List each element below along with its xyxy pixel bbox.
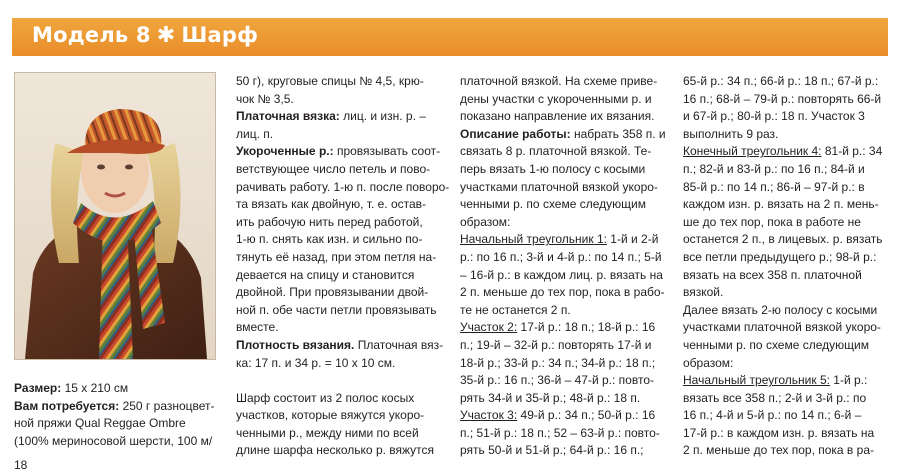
- text-line: 18-й р.; 33-й р.: 34 п.; 34-й р.: 18 п.;: [460, 355, 656, 370]
- text-line: участками платочной вязкой укоро-: [460, 179, 658, 194]
- text-line: 16 п.; 68-й – 79-й р.: повторять 66-й: [683, 91, 882, 106]
- text-line: 81-й р.: 34: [824, 144, 883, 159]
- materials-line: ной пряжи Qual Reggae Ombre: [14, 416, 186, 431]
- text-column-2: [460, 73, 665, 460]
- text-line: – 16-й р.: в каждом лиц. р. вязать на: [460, 267, 663, 282]
- page-number: 18: [14, 458, 28, 472]
- text-line: 65-й р.: 34 п.; 66-й р.: 18 п.; 67-й р.:: [683, 74, 879, 88]
- text-line: рачивать работу. 1-ю п. после поворо-: [236, 179, 450, 194]
- title-banner: [12, 18, 888, 56]
- text-line: 85-й р.: по 14 п.; 86-й – 97-й р.: в: [683, 179, 865, 194]
- materials-label: Вам потребуется:: [14, 398, 120, 413]
- section-label: Платочная вязка:: [236, 109, 340, 124]
- model-label: Модель 8: [32, 23, 151, 47]
- text-line: п.; 51-й р.: 18 п.; 52 – 63-й р.: повто-: [460, 425, 660, 440]
- text-line: платочной вязкой. На схеме приве-: [460, 74, 658, 88]
- text-line: связать 8 р. платочной вязкой. Те-: [460, 144, 652, 159]
- text-line: Далее вязать 2-ю полосу с косыми: [683, 302, 878, 317]
- text-line: останется 2 п., в лицевых. р. вязать: [683, 232, 883, 247]
- text-line: 16 п.; 4-й и 5-й р.: по 14 п.; 6-й –: [683, 408, 862, 423]
- section-label: Начальный треугольник 1:: [460, 232, 607, 247]
- text-line: 35-й р.: 16 п.; 36-й – 47-й р.: повто-: [460, 373, 654, 388]
- text-line: 1-й р.:: [833, 373, 868, 388]
- text-line: провязывать соот-: [336, 144, 441, 159]
- text-line: лиц. и изн. р. –: [343, 109, 426, 124]
- section-label: Участок 2:: [460, 320, 518, 335]
- text-line: 1-ю п. снять как изн. и сильно по-: [236, 232, 423, 247]
- materials-block: [14, 380, 224, 450]
- materials-line: (100% мериносовой шерсти, 100 м/: [14, 433, 213, 448]
- text-line: те не останется 2 п.: [460, 302, 571, 317]
- text-line: чок № 3,5.: [236, 91, 294, 106]
- text-line: ка: 17 п. и 34 р. = 10 х 10 см.: [236, 355, 396, 370]
- section-label: Участок 3:: [460, 408, 518, 423]
- item-title: Шарф: [181, 23, 259, 47]
- text-line: двойной. При провязывании двой-: [236, 285, 429, 300]
- text-line: 17-й р.: 18 п.; 18-й р.: 16: [520, 320, 656, 335]
- text-line: вместе.: [236, 320, 279, 335]
- text-line: образом:: [460, 214, 511, 229]
- text-line: перь вязать 1-ю полосу с косыми: [460, 161, 646, 176]
- section-label: Конечный треугольник 4:: [683, 144, 822, 159]
- section-label: Плотность вязания.: [236, 337, 355, 352]
- text-line: рять 34-й и 35-й р.; 48-й р.: 18 п.: [460, 390, 641, 405]
- text-line: 2 п. меньше до тех пор, пока в рабо-: [460, 285, 665, 300]
- text-line: девается на спицу и становится: [236, 267, 415, 282]
- text-line: участками платочной вязкой укоро-: [683, 320, 881, 335]
- text-line: дены участки с укороченными р. и: [460, 91, 652, 106]
- text-line: п.; 82-й и 83-й р.: по 16 п.; 84-й и: [683, 161, 865, 176]
- text-line: ной п. обе части петли провязывать: [236, 302, 437, 317]
- text-line: ченными р., между ними по всей: [236, 425, 419, 440]
- model-photo: [14, 72, 216, 360]
- section-label: Начальный треугольник 5:: [683, 373, 830, 388]
- asterisk-icon: ✱: [156, 23, 176, 48]
- size-label: Размер:: [14, 381, 62, 395]
- text-line: ветствующее число петель и пово-: [236, 161, 431, 176]
- text-line: п.; 19-й – 32-й р.: повторять 17-й и: [460, 337, 652, 352]
- text-line: выполнить 9 раз.: [683, 126, 779, 141]
- text-line: Шарф состоит из 2 полос косых: [236, 390, 415, 405]
- text-line: ить рабочую нить перед работой,: [236, 214, 423, 229]
- text-line: длине шарфа несколько р. вяжутся: [236, 443, 435, 458]
- text-line: все петли предыдущего р.; 98-й р.:: [683, 249, 877, 264]
- text-line: р.: по 16 п.; 3-й и 4-й р.: по 14 п.; 5-й: [460, 249, 662, 264]
- text-line: вязать на всех 358 п. платочной: [683, 267, 862, 282]
- text-line: и 67-й р.; 80-й р.: 18 п. Участок 3: [683, 109, 865, 124]
- text-line: набрать 358 п. и: [574, 126, 666, 141]
- text-column-1: [236, 73, 450, 460]
- text-line: Платочная вяз-: [357, 337, 444, 352]
- text-line: 17-й р.: в каждом изн. р. вязать на: [683, 425, 875, 440]
- text-line: образом:: [683, 355, 734, 370]
- section-label: Укороченные р.:: [236, 144, 334, 159]
- text-line: участков, которые вяжутся укоро-: [236, 408, 425, 423]
- text-line: ченными р. по схеме следующим: [460, 197, 646, 212]
- materials-line: 250 г разноцвет-: [122, 398, 215, 413]
- size-value: 15 х 210 см: [64, 381, 129, 395]
- text-line: та вязать как двойную, т. е. остав-: [236, 197, 427, 212]
- text-line: лиц. п.: [236, 126, 274, 141]
- text-line: 49-й р.: 34 п.; 50-й р.: 16: [520, 408, 656, 423]
- text-line: вязать все 358 п.; 2-й и 3-й р.: по: [683, 390, 867, 405]
- text-line: каждом изн. р. вязать на 2 п. мень-: [683, 197, 879, 212]
- text-line: вязкой.: [683, 285, 724, 300]
- text-line: показано направление их вязания.: [460, 109, 655, 124]
- text-line: 1-й и 2-й: [610, 232, 659, 247]
- text-line: ше до тех пор, пока в работе не: [683, 214, 861, 229]
- text-line: 2 п. меньше до тех пор, пока в ра-: [683, 443, 874, 458]
- text-column-3: [683, 73, 888, 460]
- page-title: [32, 23, 258, 48]
- text-line: 50 г), круговые спицы № 4,5, крю-: [236, 74, 424, 88]
- text-line: ченными р. по схеме следующим: [683, 337, 869, 352]
- text-line: тянуть её назад, при этом петля на-: [236, 249, 437, 264]
- section-label: Описание работы:: [460, 126, 571, 141]
- text-line: рять 50-й и 51-й р.; 64-й р.: 16 п.;: [460, 443, 644, 458]
